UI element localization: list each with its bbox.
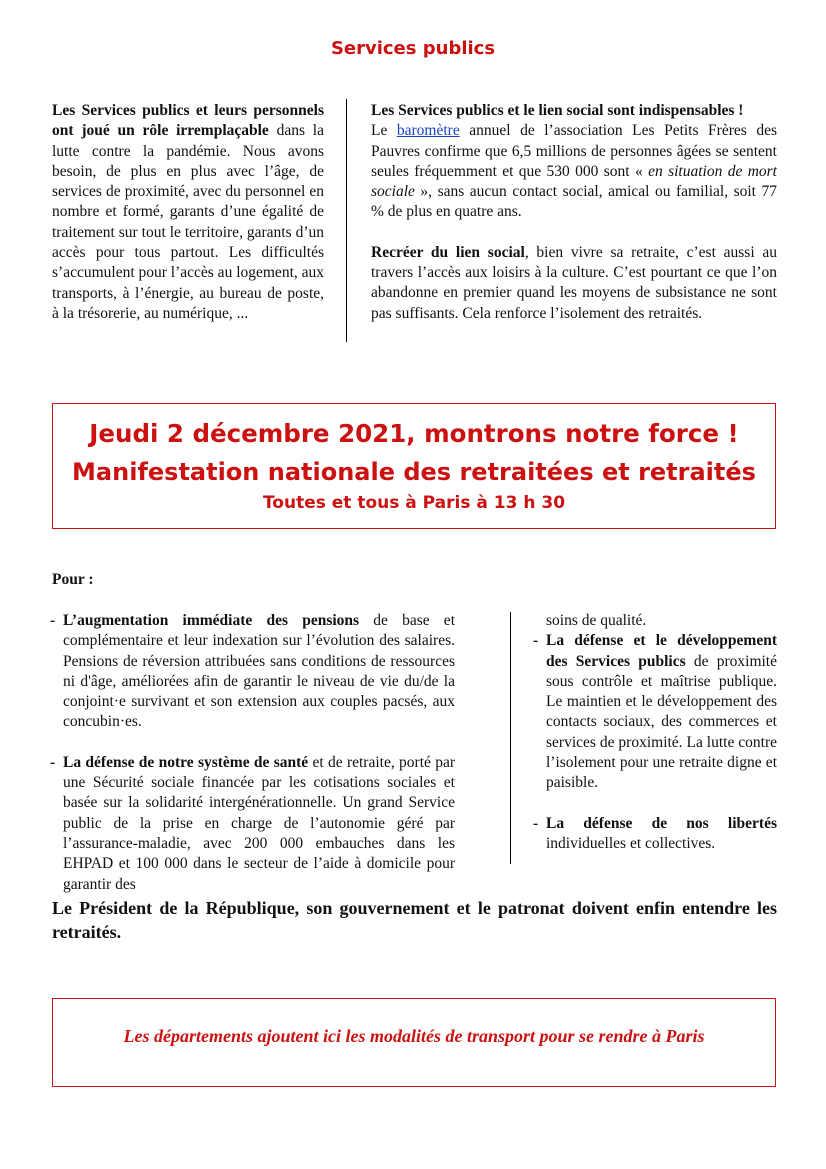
demand-pensions-bold: L’augmentation immédiate des pensions [63,612,360,629]
paragraph-text: Le [371,122,397,140]
services-publics-intro: Les Services publics et leurs personnels ont joué un rôle irremplaçable [52,102,324,140]
banner-date-line: Jeudi 2 décembre 2021, montrons notre force ! [89,419,739,448]
bullet-dash: - [533,632,539,650]
mort-sociale-quote: en situation de mort sociale [371,162,777,201]
services-publics-text: dans la lutte contre la pandémie. Nous avons besoin, de plus en plus avec l’âge, de services de proximité, avec du personnel en nombre et formé, garants d’une égalité de traitement sur tout le territoire, garants d’un accès pour tous partout. Les difficultés s’accumulent pour l’accès au logement, aux transports, à l’énergie, au bureau de poste, à la trésorerie, au numérique, ... [52,122,324,322]
manifestation-banner [52,403,776,529]
bullet-dash: - [50,612,56,629]
banner-meeting-line: Toutes et tous à Paris à 13 h 30 [262,493,566,513]
demand-item-pensions [50,611,455,733]
demand-sante-continuation: soins de qualité. [546,612,647,629]
paragraph-text: », sans aucun contact social, amical ou familial, soit 77 % de plus en quatre ans. [371,183,777,221]
banner-manifestation-line: Manifestation nationale des retraitées et retraités [72,458,756,486]
bullet-dash: - [533,814,539,832]
recreer-lien-bold: Recréer du lien social [371,243,525,261]
demand-services-text: de proximité sous contrôle et maîtrise publique. Le maintien et le développement des contacts sociaux, des commerces et services de proximité. La lutte contre l’isolement pour une retraite digne et paisible. [546,652,777,792]
demand-libertes-bold: La défense de nos libertés [546,814,777,832]
recreer-lien-paragraph [371,243,777,324]
demand-services-bold: La défense et le développement des Services publics [546,632,777,670]
lien-social-paragraph [371,101,777,223]
transport-note: Les départements ajoutent ici les modalités de transport pour se rendre à Paris [123,1026,705,1046]
paragraph-text: annuel de l’association Les Petits Frères des Pauvres confirme que 6,5 millions de personnes âgées se sentent seules fréquemment et que 530 000 sont « [371,122,777,180]
pour-label: Pour : [52,571,94,588]
barometre-link[interactable]: baromètre [396,122,460,140]
page-title: Services publics [330,38,496,59]
conclusion-statement: Le Président de la République, son gouvernement et le patronat doivent enfin entendre les retraités. [52,898,777,942]
demands-left-column [50,611,455,895]
demand-sante-bold: La défense de notre système de santé [63,753,309,771]
demands-right-column [533,611,777,854]
lien-social-column [371,101,777,324]
demand-item-libertes [533,814,777,855]
demand-libertes-text: individuelles et collectives. [546,834,716,852]
demand-item-services-publics [533,631,777,793]
demand-pensions-text: de base et complémentaire et leur indexation sur l’évolution des salaires. Pensions de réversion attribuées sans conditions de ressources ni d'âge, améliorées afin de garantir le niveau de vie du/de la conjoint·e survivant et son extension aux couples pacsés, aux concubin·es. [63,612,455,731]
demand-sante-text: et de retraite, porté par une Sécurité sociale financée par les cotisations sociales et basée sur la solidarité intergénérationnelle. Un grand Service public de la prise en charge de l’autonomie géré par l’assurance-maladie, avec 200 000 embauches dans les EHPAD et 100 000 dans le secteur de l’aide à domicile pour garantir des [63,753,455,893]
transport-info-box [52,998,776,1087]
lien-social-heading: Les Services publics et le lien social sont indispensables ! [371,102,744,119]
services-publics-column [52,101,324,324]
demand-item-sante [50,753,455,895]
bullet-dash: - [50,753,56,771]
column-divider [346,99,347,342]
column-divider [510,612,511,864]
paragraph-text: , bien vivre sa retraite, c’est aussi au travers l’accès aux loisirs à la culture. C’est pourtant ce que l’on abandonne en premier quand les moyens de subsistance ne sont pas suffisants. Cela renforce l’isolement des retraités. [371,243,777,322]
